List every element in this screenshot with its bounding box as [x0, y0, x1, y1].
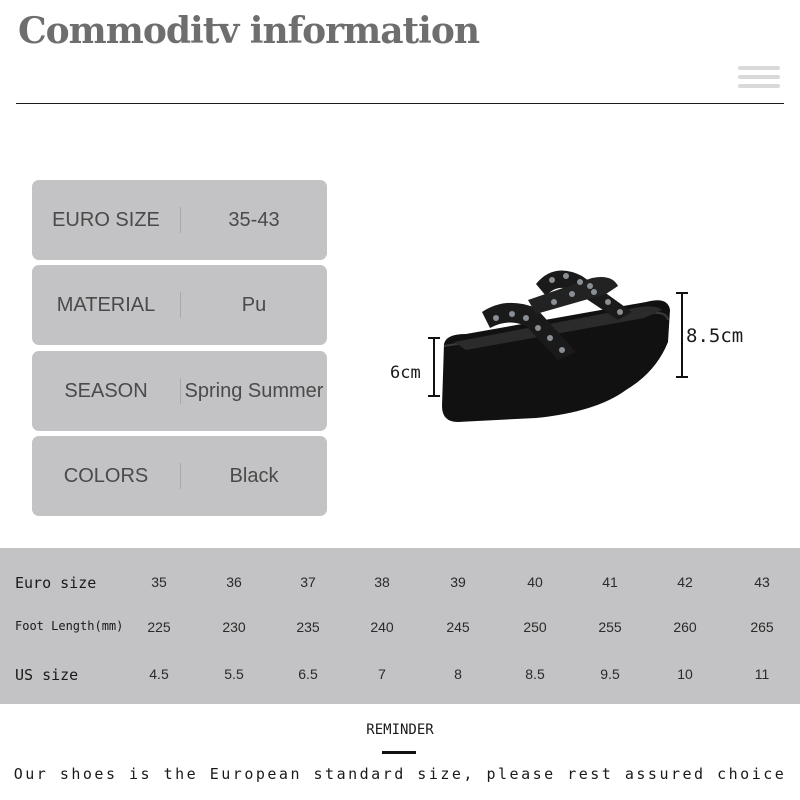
size-cell: 240: [370, 619, 394, 635]
size-row-us: [0, 666, 800, 686]
size-cell: 39: [450, 574, 466, 590]
size-cell: 41: [602, 574, 618, 590]
row-label: US size: [15, 666, 79, 684]
spec-key: MATERIAL: [56, 293, 156, 316]
spec-colors: [32, 436, 327, 516]
reminder-title: REMINDER: [366, 722, 434, 738]
size-cell: 42: [677, 574, 693, 590]
size-cell: 36: [226, 574, 242, 590]
spec-key: COLORS: [63, 464, 149, 487]
spec-material: [32, 265, 327, 345]
spec-season: [32, 351, 327, 431]
size-cell: 245: [446, 619, 470, 635]
size-row-euro: [0, 574, 800, 594]
spec-value: Pu: [241, 293, 267, 316]
size-cell: 43: [754, 574, 770, 590]
size-chart: [0, 548, 800, 704]
spec-euro-size: [32, 180, 327, 260]
size-cell: 10: [677, 666, 693, 682]
row-label: Euro size: [15, 574, 97, 592]
size-cell: 255: [598, 619, 622, 635]
size-cell: 9.5: [600, 666, 620, 682]
size-cell: 230: [222, 619, 246, 635]
row-label: Foot Length(mm): [15, 619, 124, 633]
spec-key: SEASON: [64, 379, 148, 402]
product-image: [386, 256, 766, 436]
size-cell: 5.5: [224, 666, 244, 682]
reminder-underline: [382, 751, 416, 754]
reminder-text: Our shoes is the European standard size, please rest assured choice: [13, 765, 787, 783]
spec-key: EURO SIZE: [52, 208, 160, 231]
size-cell: 40: [527, 574, 543, 590]
size-cell: 4.5: [149, 666, 169, 682]
size-cell: 35: [151, 574, 167, 590]
size-cell: 8.5: [525, 666, 545, 682]
header-divider: [16, 103, 784, 104]
size-cell: 265: [750, 619, 774, 635]
size-cell: 11: [754, 666, 770, 682]
height-label: 8.5cm: [686, 325, 744, 347]
platform-label: 6cm: [390, 363, 421, 383]
size-cell: 250: [523, 619, 547, 635]
size-cell: 235: [296, 619, 320, 635]
size-cell: 37: [300, 574, 316, 590]
sandal-illustration: [386, 256, 766, 436]
platform-dimension: [428, 338, 440, 396]
menu-icon[interactable]: [738, 66, 780, 90]
size-cell: 8: [454, 666, 462, 682]
spec-value: Spring Summer: [184, 379, 324, 402]
spec-value: Black: [229, 464, 279, 487]
size-row-foot-length: [0, 619, 800, 639]
page-title: Commoditv information: [18, 10, 480, 52]
size-cell: 7: [378, 666, 386, 682]
size-cell: 38: [374, 574, 390, 590]
spec-value: 35-43: [228, 208, 280, 231]
size-cell: 225: [147, 619, 171, 635]
size-cell: 6.5: [298, 666, 318, 682]
size-cell: 260: [673, 619, 697, 635]
